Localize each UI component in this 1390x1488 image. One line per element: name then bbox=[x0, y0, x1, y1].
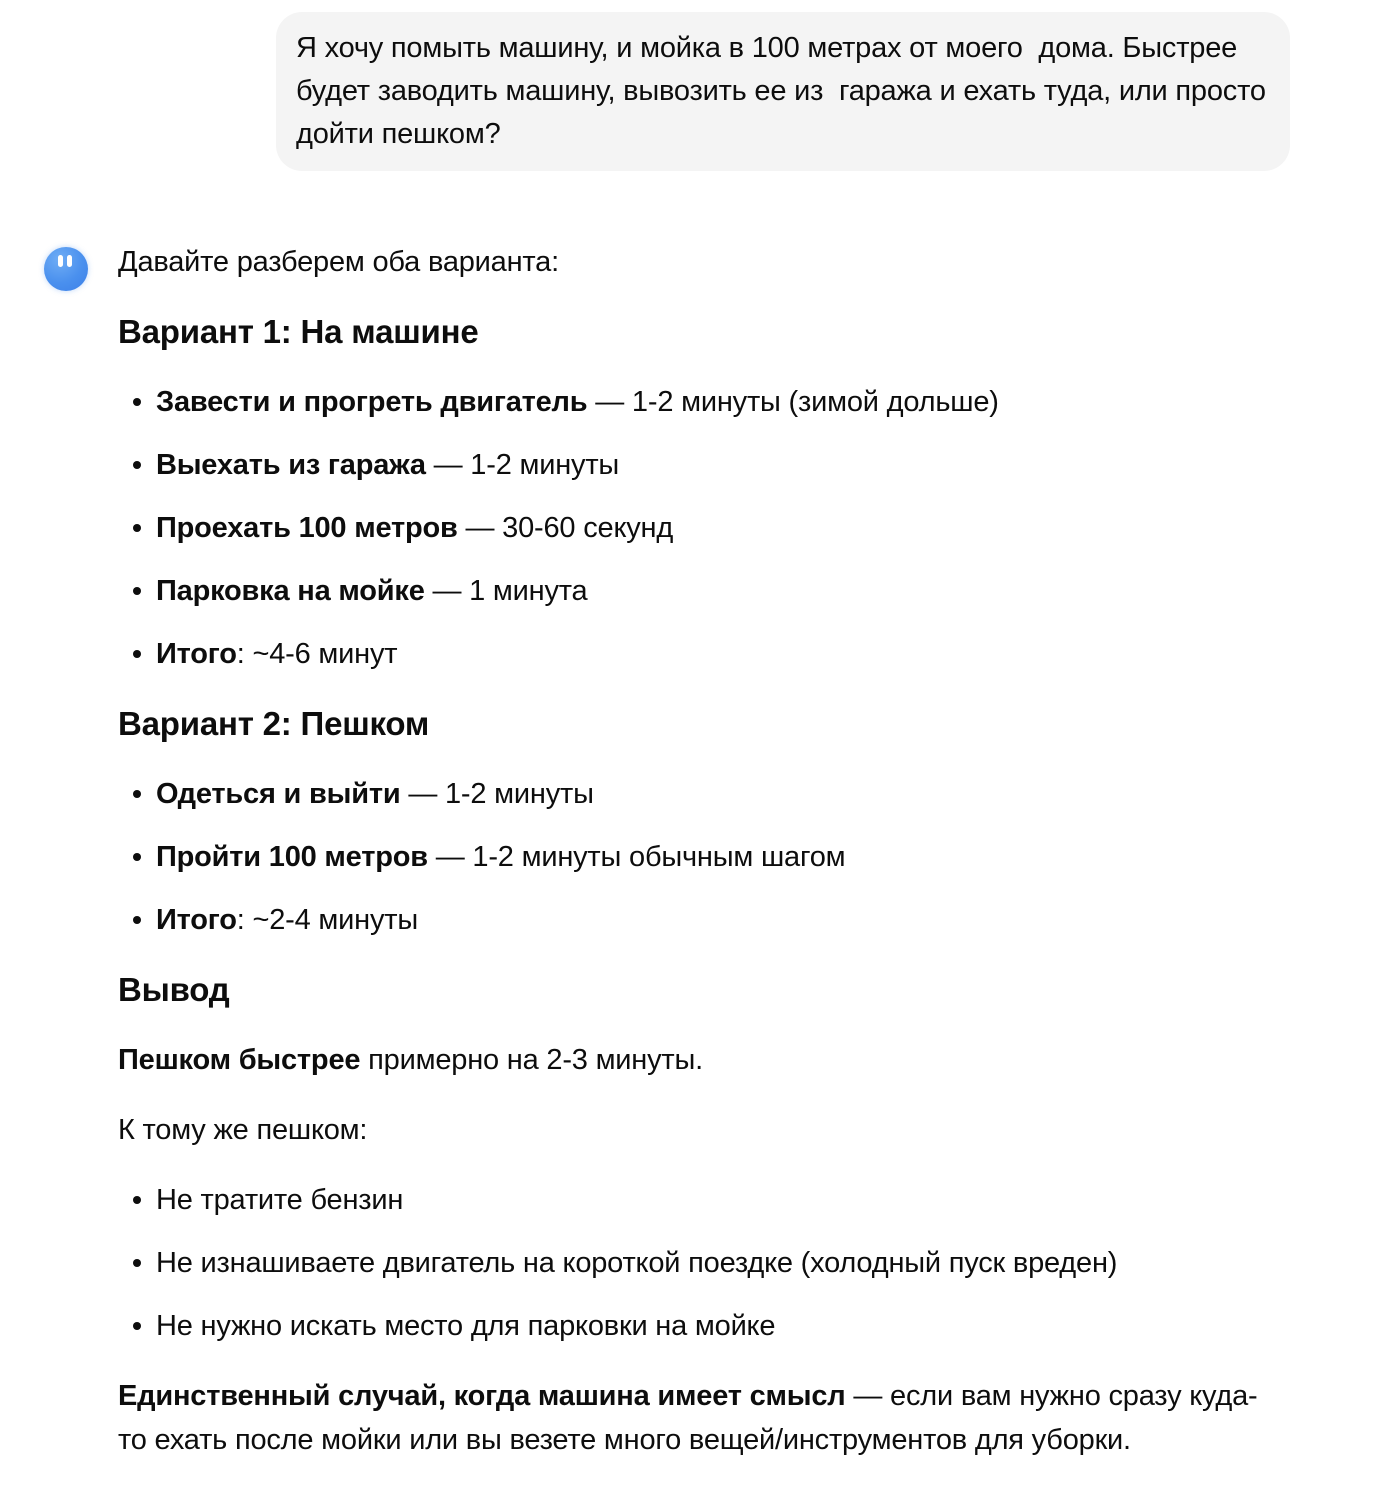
list-item-desc: — 30-60 секунд bbox=[457, 512, 674, 544]
chat-conversation bbox=[0, 12, 1390, 1488]
list-item bbox=[118, 835, 1276, 879]
list-item bbox=[118, 898, 1276, 942]
list-item bbox=[118, 443, 1276, 487]
variant2-list bbox=[118, 772, 1276, 942]
list-item-desc: : ~4-6 минут bbox=[236, 638, 398, 670]
list-item-term: Проехать 100 метров bbox=[156, 512, 458, 544]
list-item-desc: — 1-2 минуты обычным шагом bbox=[427, 841, 846, 873]
conclusion-summary bbox=[118, 1038, 1276, 1082]
section-heading-variant1: Вариант 1: На машине bbox=[118, 313, 479, 350]
section-heading-variant2: Вариант 2: Пешком bbox=[118, 705, 430, 742]
list-item-term: Пройти 100 метров bbox=[156, 841, 428, 873]
list-item: Не нужно искать место для парковки на мойке bbox=[118, 1304, 1276, 1348]
conclusion-summary-lead: Пешком быстрее bbox=[118, 1044, 361, 1076]
section-heading-conclusion: Вывод bbox=[118, 971, 230, 1008]
exception-note-lead: Единственный случай, когда машина имеет смысл bbox=[118, 1380, 846, 1412]
list-item-desc: — 1 минута bbox=[424, 575, 588, 607]
benefits-intro: К тому же пешком: bbox=[118, 1114, 368, 1146]
list-item-term: Завести и прогреть двигатель bbox=[156, 386, 588, 418]
exception-note-rest: — если вам нужно сразу куда-то ехать после мойки или вы везете много вещей/инструментов для уборки. bbox=[118, 1380, 1258, 1456]
assistant-message-row bbox=[0, 240, 1390, 1488]
list-item-desc: — 1-2 минуты bbox=[425, 449, 620, 481]
list-item bbox=[118, 772, 1276, 816]
list-item-term: Итого bbox=[156, 904, 237, 936]
user-message-row bbox=[0, 12, 1290, 171]
list-item: Не изнашиваете двигатель на короткой поездке (холодный пуск вреден) bbox=[118, 1241, 1276, 1285]
list-item-desc: — 1-2 минуты bbox=[400, 778, 594, 810]
list-item bbox=[118, 506, 1276, 550]
bot-face-icon bbox=[67, 255, 72, 267]
assistant-avatar bbox=[44, 247, 88, 291]
list-item-term: Парковка на мойке bbox=[156, 575, 425, 607]
list-item-desc: : ~2-4 минуты bbox=[236, 904, 418, 936]
list-item: Не тратите бензин bbox=[118, 1178, 1276, 1222]
list-item bbox=[118, 632, 1276, 676]
bot-face-icon bbox=[58, 255, 63, 267]
exception-note bbox=[118, 1374, 1276, 1462]
list-item-term: Выехать из гаража bbox=[156, 449, 426, 481]
list-item-term: Итого bbox=[156, 638, 237, 670]
list-item bbox=[118, 569, 1276, 613]
assistant-message-content bbox=[118, 240, 1276, 1488]
conclusion-summary-rest: примерно на 2-3 минуты. bbox=[360, 1044, 704, 1076]
list-item bbox=[118, 380, 1276, 424]
benefits-list bbox=[118, 1178, 1276, 1348]
user-message-bubble: Я хочу помыть машину, и мойка в 100 метрах от моего дома. Быстрее будет заводить машину, вывозить ее из гаража и ехать туда, или просто дойти пешком? bbox=[276, 12, 1290, 171]
list-item-term: Одеться и выйти bbox=[156, 778, 401, 810]
list-item-desc: — 1-2 минуты (зимой дольше) bbox=[587, 386, 999, 418]
assistant-intro-text: Давайте разберем оба варианта: bbox=[118, 246, 559, 278]
variant1-list bbox=[118, 380, 1276, 676]
